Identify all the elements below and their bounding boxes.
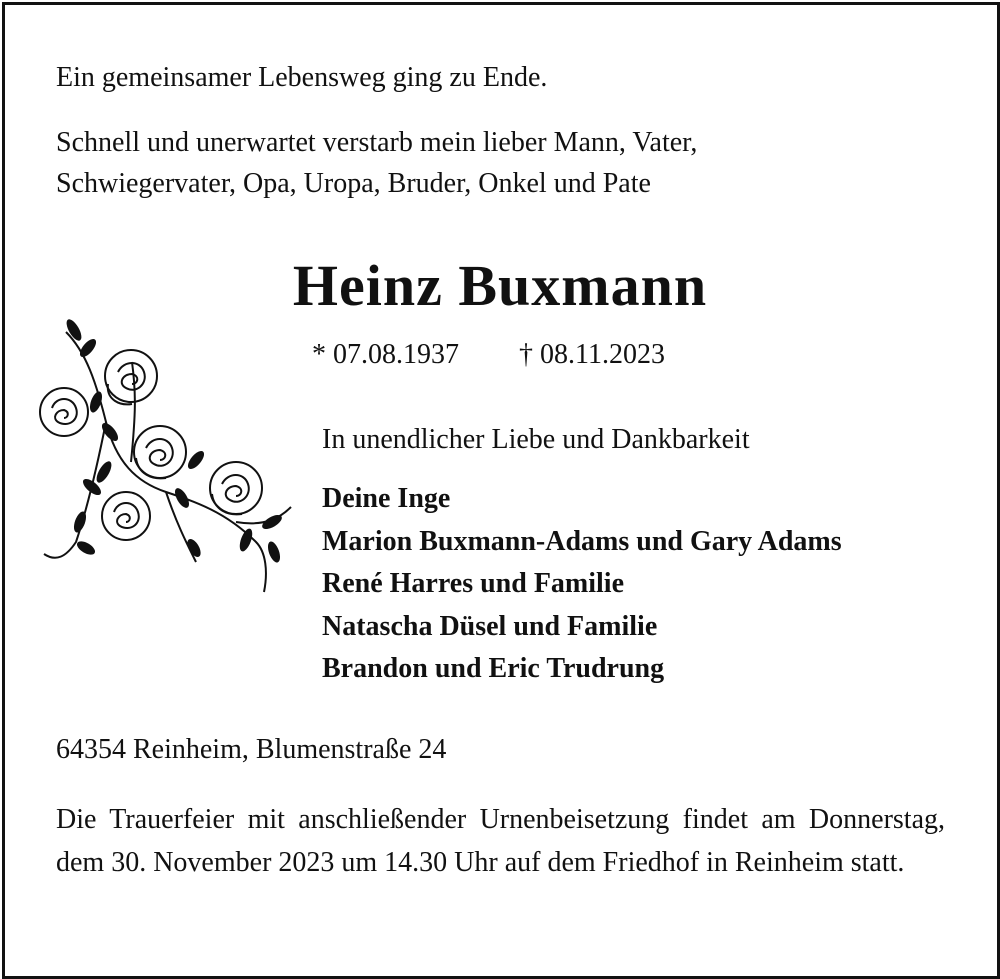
birth-date: * 07.08.1937 bbox=[312, 339, 459, 370]
mourner-name: René Harres und Familie bbox=[322, 568, 625, 599]
mourner-name: Deine Inge bbox=[322, 483, 451, 514]
roses-icon bbox=[36, 312, 296, 602]
mourner-name: Natascha Düsel und Familie bbox=[322, 610, 658, 642]
address-line: 64354 Reinheim, Blumenstraße 24 bbox=[56, 734, 447, 765]
mourner-name: Brandon und Eric Trudrung bbox=[322, 653, 665, 684]
announcement-line-1: Schnell und unerwartet verstarb mein lieber Mann, Vater, bbox=[56, 127, 698, 158]
deceased-name: Heinz Buxmann bbox=[292, 253, 708, 318]
mourners-list bbox=[322, 478, 842, 691]
dedication-line: In unendlicher Liebe und Dankbarkeit bbox=[322, 424, 750, 455]
announcement-line-2: Schwiegervater, Opa, Uropa, Bruder, Onkel und Pate bbox=[56, 168, 651, 199]
ceremony-paragraph: Die Trauerfeier mit anschließender Urnenbeisetzung findet am Donnerstag, dem 30. November 2023 um 14.30 Uhr auf dem Friedhof in Reinheim statt. bbox=[56, 804, 945, 878]
mourner-name: Marion Buxmann-Adams und Gary Adams bbox=[322, 525, 842, 557]
death-date: † 08.11.2023 bbox=[519, 339, 665, 370]
intro-line: Ein gemeinsamer Lebensweg ging zu Ende. bbox=[56, 62, 548, 93]
